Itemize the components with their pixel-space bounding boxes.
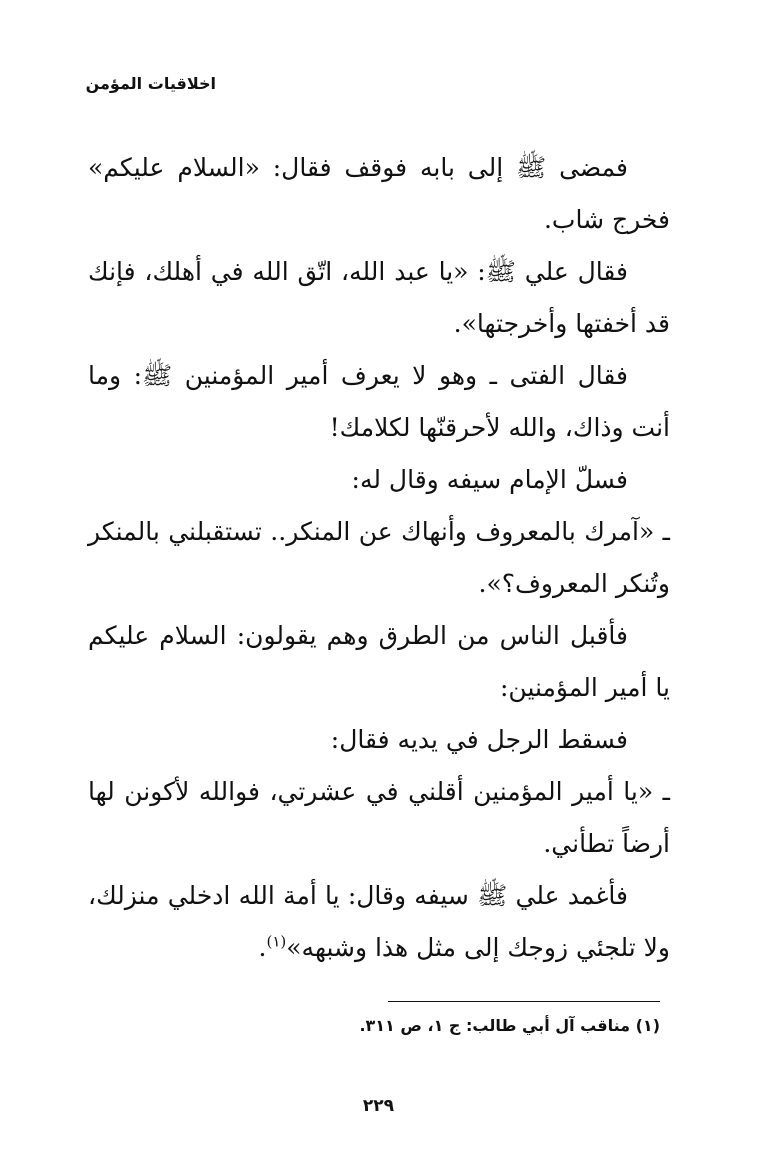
running-header: اخلاقيات المؤمن: [85, 74, 216, 93]
footnote-divider: [388, 1001, 660, 1002]
paragraph-text: فأغمد علي ﷺ سيفه وقال: يا أمة الله ادخلي منزلك، ولا تلجئي زوجك إلى مثل هذا وشبهه»: [88, 881, 670, 962]
footnote-reference: (١): [266, 932, 287, 951]
paragraph: فأقبل الناس من الطرق وهم يقولون: السلام عليكم يا أمير المؤمنين:: [88, 621, 670, 702]
paragraph: ـ «آمرك بالمعروف وأنهاك عن المنكر.. تستقبلني بالمنكر وتُنكر المعروف؟».: [88, 517, 670, 598]
footnote: (١) مناقب آل أبي طالب: ج ١، ص ٣١١.: [359, 1016, 660, 1035]
paragraph: ـ «يا أمير المؤمنين أقلني في عشرتي، فوالله لأكونن لها أرضاً تطأني.: [88, 777, 670, 858]
paragraph: فمضى ﷺ إلى بابه فوقف فقال: «السلام عليكم» فخرج شاب.: [88, 153, 670, 234]
paragraph: فسلّ الإمام سيفه وقال له:: [351, 465, 628, 494]
paragraph-with-note: [88, 870, 670, 974]
paragraph: فقال الفتى ـ وهو لا يعرف أمير المؤمنين ﷺ: وما أنت وذاك، والله لأحرقنّها لكلامك!: [88, 361, 670, 442]
paragraph: فسقط الرجل في يديه فقال:: [330, 725, 628, 754]
paragraph: فقال علي ﷺ: «يا عبد الله، اتّق الله في أهلك، فإنك قد أخفتها وأخرجتها».: [88, 257, 670, 338]
body-text: [88, 142, 670, 974]
page-number: ٢٢٩: [362, 1096, 395, 1116]
paragraph-tail: .: [258, 933, 267, 962]
